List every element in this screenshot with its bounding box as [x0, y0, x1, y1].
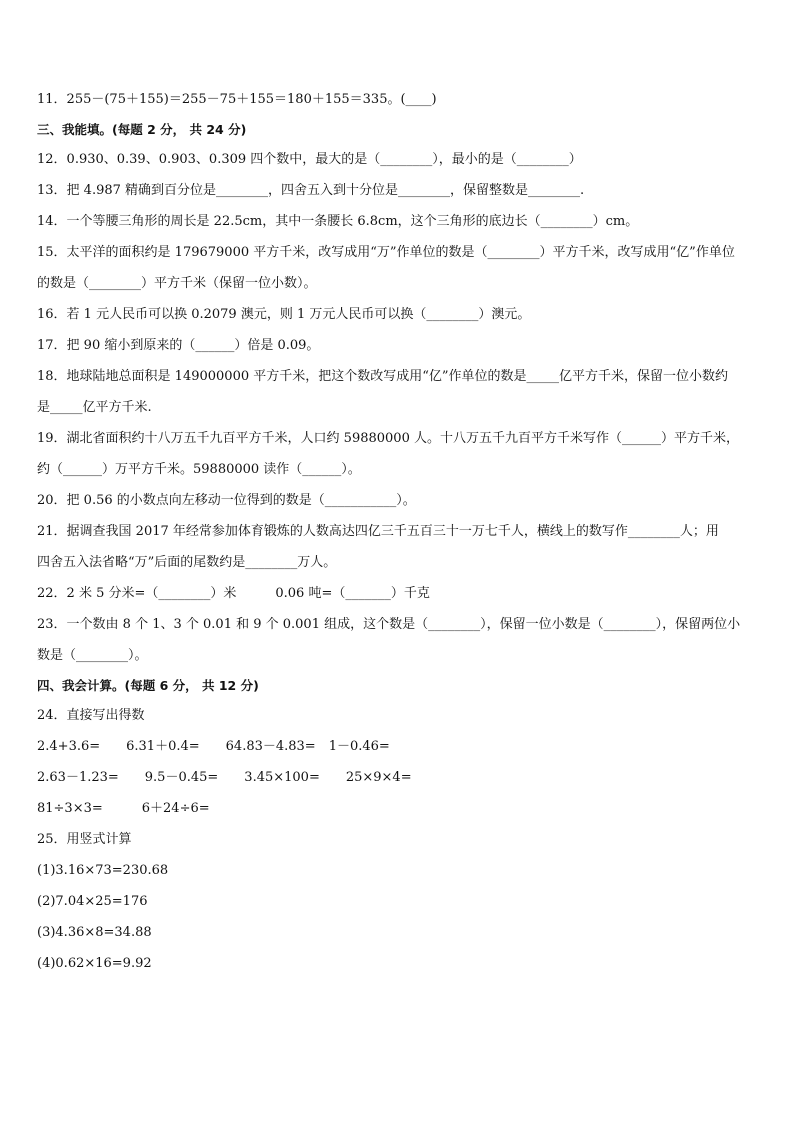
calc-row-1: 2.4+3.6= 6.31＋0.4= 64.83－4.83= 1－0.46=: [37, 739, 390, 754]
question-15-line-2: 的数是（________）平方千米（保留一位小数）。: [37, 276, 317, 291]
calc-row-2: 2.63－1.23= 9.5－0.45= 3.45×100= 25×9×4=: [37, 770, 412, 785]
question-19-line-2: 约（______）万平方千米。59880000 读作（______）。: [37, 462, 361, 477]
vertical-calc-3: (3)4.36×8=34.88: [37, 925, 152, 940]
question-13: 13．把 4.987 精确到百分位是________，四舍五入到十分位是________，保留整数是________.: [37, 183, 585, 198]
question-11: 11．255－(75＋155)＝255－75＋155＝180＋155＝335。(____): [37, 92, 437, 107]
question-12: 12．0.930、0.39、0.903、0.309 四个数中，最大的是（________），最小的是（________）: [37, 152, 582, 167]
vertical-calc-2: (2)7.04×25=176: [37, 894, 148, 909]
question-23-line-1: 23．一个数由 8 个 1、3 个 0.01 和 9 个 0.001 组成，这个数是（________），保留一位小数是（________），保留两位小: [37, 617, 741, 632]
question-25: 25．用竖式计算: [37, 832, 132, 847]
question-14: 14．一个等腰三角形的周长是 22.5cm，其中一条腰长 6.8cm，这个三角形的底边长（________）cm。: [37, 214, 639, 229]
question-19-line-1: 19．湖北省面积约十八万五千九百平方千米，人口约 59880000 人。十八万五千九百平方千米写作（______）平方千米，: [37, 431, 739, 446]
calc-row-3: 81÷3×3= 6＋24÷6=: [37, 801, 210, 816]
question-17: 17．把 90 缩小到原来的（______）倍是 0.09。: [37, 338, 320, 353]
question-18-line-2: 是_____亿平方千米.: [37, 400, 152, 415]
question-23-line-2: 数是（________）。: [37, 648, 148, 663]
question-24: 24．直接写出得数: [37, 708, 145, 723]
vertical-calc-4: (4)0.62×16=9.92: [37, 956, 152, 971]
question-18-line-1: 18．地球陆地总面积是 149000000 平方千米，把这个数改写成用“亿”作单位的数是_____亿平方千米，保留一位小数约: [37, 369, 729, 384]
worksheet-page: [37, 84, 757, 979]
question-20: 20．把 0.56 的小数点向左移动一位得到的数是（___________）。: [37, 493, 416, 508]
question-22: 22．2 米 5 分米=（________）米 0.06 吨=（_______）千克: [37, 586, 430, 601]
question-15-line-1: 15．太平洋的面积约是 179679000 平方千米，改写成用“万”作单位的数是（________）平方千米，改写成用“亿”作单位: [37, 245, 735, 260]
vertical-calc-1: (1)3.16×73=230.68: [37, 863, 169, 878]
section-4-heading: 四、我会计算。(每题 6 分， 共 12 分): [37, 678, 259, 693]
question-16: 16．若 1 元人民币可以换 0.2079 澳元，则 1 万元人民币可以换（________）澳元。: [37, 307, 531, 322]
question-21-line-2: 四舍五入法省略“万”后面的尾数约是________万人。: [37, 555, 337, 570]
section-3-heading: 三、我能填。(每题 2 分， 共 24 分): [37, 122, 247, 137]
question-21-line-1: 21．据调查我国 2017 年经常参加体育锻炼的人数高达四亿三千五百三十一万七千人，横线上的数写作________人；用: [37, 524, 719, 539]
